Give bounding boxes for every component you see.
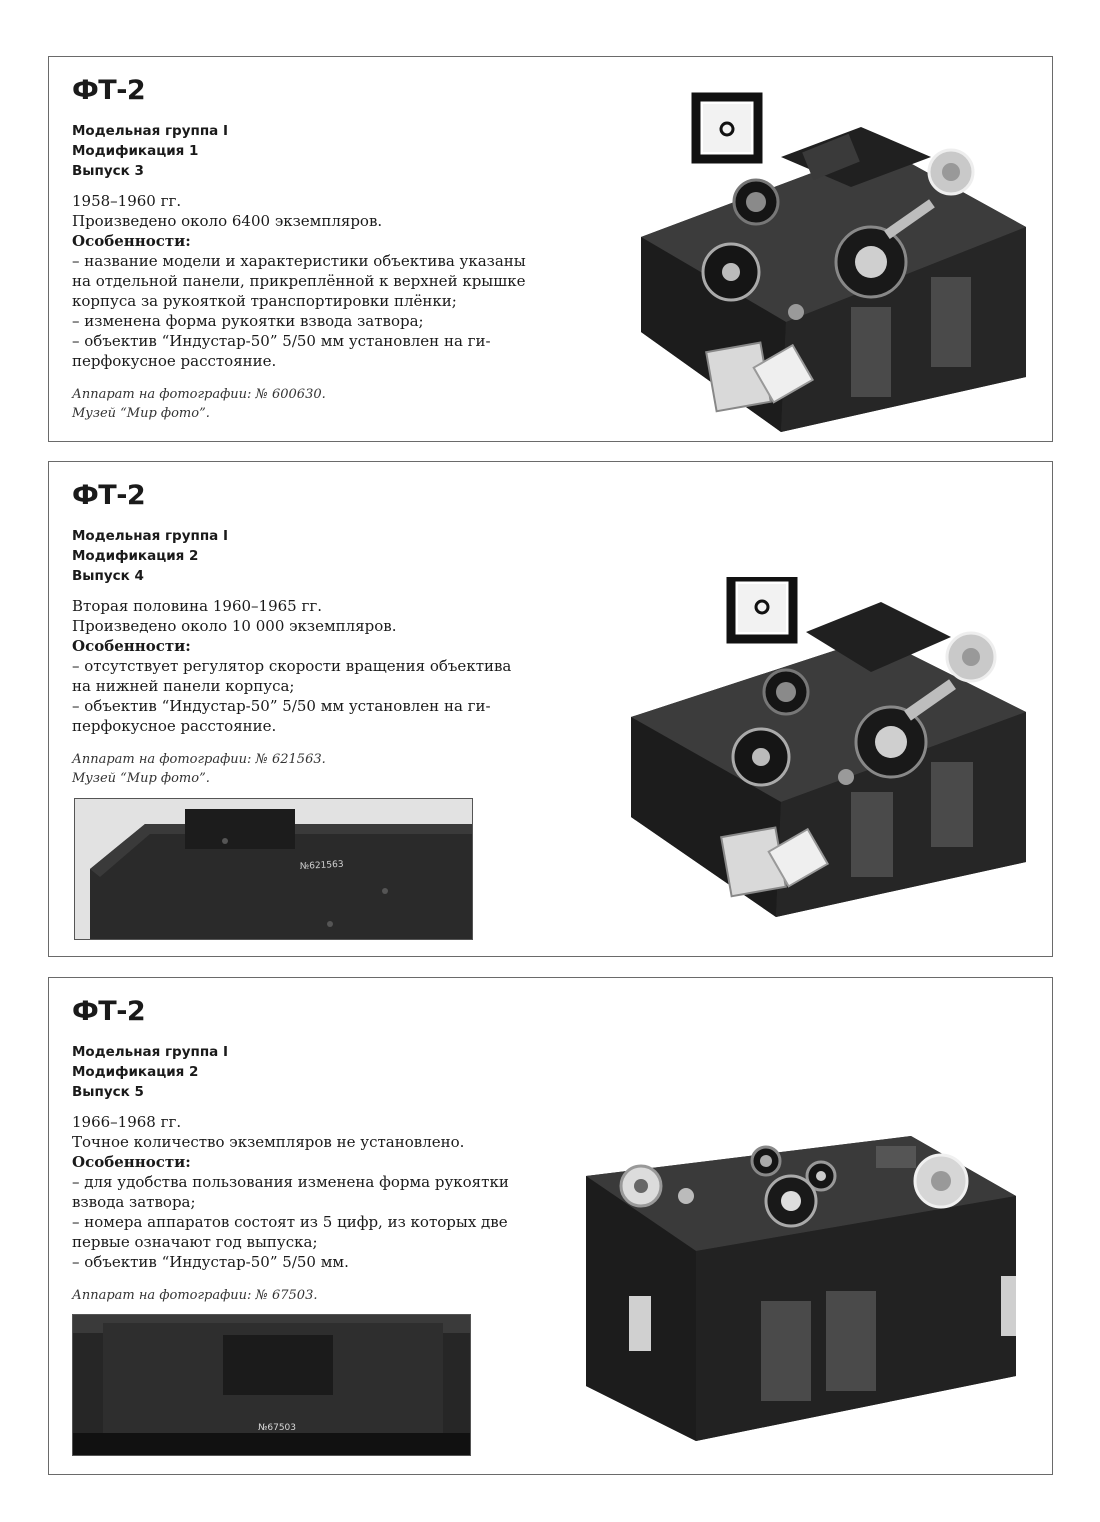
serial-detail-photo — [72, 1314, 471, 1456]
entry-body — [72, 596, 532, 736]
caption-line: Музей “Мир фото”. — [72, 771, 210, 786]
caption-line: Аппарат на фотографии: № 621563. — [72, 752, 326, 767]
model-group: Модельная группа I — [72, 123, 229, 139]
photo-caption — [72, 750, 532, 788]
modification: Модификация 2 — [72, 1064, 199, 1080]
caption-line: Музей “Мир фото”. — [72, 406, 210, 421]
modification: Модификация 1 — [72, 143, 199, 159]
photo-caption — [72, 385, 532, 423]
feature-line: – изменена форма рукоятки взвода затвора; — [72, 312, 424, 330]
entry-text — [72, 480, 532, 788]
entry-meta — [72, 121, 532, 181]
entry-title: ФТ-2 — [72, 75, 146, 106]
feature-line: – объектив “Индустар-50” 5/50 мм установлен на ги- — [72, 332, 491, 350]
features-heading: Особенности: — [72, 637, 191, 655]
feature-line: – отсутствует регулятор скорости вращения объектива — [72, 657, 512, 675]
feature-line: первые означают год выпуска; — [72, 1233, 318, 1251]
entry-meta — [72, 526, 532, 586]
release: Выпуск 5 — [72, 1084, 144, 1100]
production-years: 1958–1960 гг. — [72, 192, 182, 210]
entry-title: ФТ-2 — [72, 480, 146, 511]
entry-body — [72, 1112, 532, 1272]
feature-line: – объектив “Индустар-50” 5/50 мм. — [72, 1253, 349, 1271]
camera-entry-3 — [48, 977, 1053, 1475]
model-group: Модельная группа I — [72, 528, 229, 544]
feature-line: на отдельной панели, прикреплённой к верхней крышке — [72, 272, 526, 290]
feature-line: корпуса за рукояткой транспортировки плёнки; — [72, 292, 457, 310]
entry-body — [72, 191, 532, 371]
camera-photo — [581, 1136, 1021, 1441]
production-count: Произведено около 10 000 экземпляров. — [72, 617, 397, 635]
serial-detail-photo — [74, 798, 473, 940]
feature-line: – название модели и характеристики объектива указаны — [72, 252, 526, 270]
model-group: Модельная группа I — [72, 1044, 229, 1060]
feature-line: перфокусное расстояние. — [72, 717, 277, 735]
feature-line: взвода затвора; — [72, 1193, 196, 1211]
feature-line: – объектив “Индустар-50” 5/50 мм установлен на ги- — [72, 697, 491, 715]
feature-line: – для удобства пользования изменена форма рукоятки — [72, 1173, 509, 1191]
serial-number: №67503 — [258, 1423, 296, 1433]
camera-photo — [631, 87, 1031, 432]
production-count: Произведено около 6400 экземпляров. — [72, 212, 383, 230]
serial-number: №621563 — [299, 859, 344, 872]
feature-line: – номера аппаратов состоят из 5 цифр, из которых две — [72, 1213, 508, 1231]
features-heading: Особенности: — [72, 232, 191, 250]
production-years: Вторая половина 1960–1965 гг. — [72, 597, 322, 615]
production-years: 1966–1968 гг. — [72, 1113, 182, 1131]
release: Выпуск 3 — [72, 163, 144, 179]
camera-photo — [621, 577, 1031, 917]
camera-entry-1 — [48, 56, 1053, 442]
release: Выпуск 4 — [72, 568, 144, 584]
caption-line: Аппарат на фотографии: № 600630. — [72, 387, 326, 402]
entry-title: ФТ-2 — [72, 996, 146, 1027]
entry-meta — [72, 1042, 532, 1102]
features-heading: Особенности: — [72, 1153, 191, 1171]
feature-line: перфокусное расстояние. — [72, 352, 277, 370]
caption-line: Аппарат на фотографии: № 67503. — [72, 1288, 318, 1303]
entry-text — [72, 996, 532, 1305]
modification: Модификация 2 — [72, 548, 199, 564]
entry-text — [72, 75, 532, 423]
production-count: Точное количество экземпляров не установлено. — [72, 1133, 465, 1151]
photo-caption — [72, 1286, 532, 1305]
camera-entry-2 — [48, 461, 1053, 957]
feature-line: на нижней панели корпуса; — [72, 677, 295, 695]
